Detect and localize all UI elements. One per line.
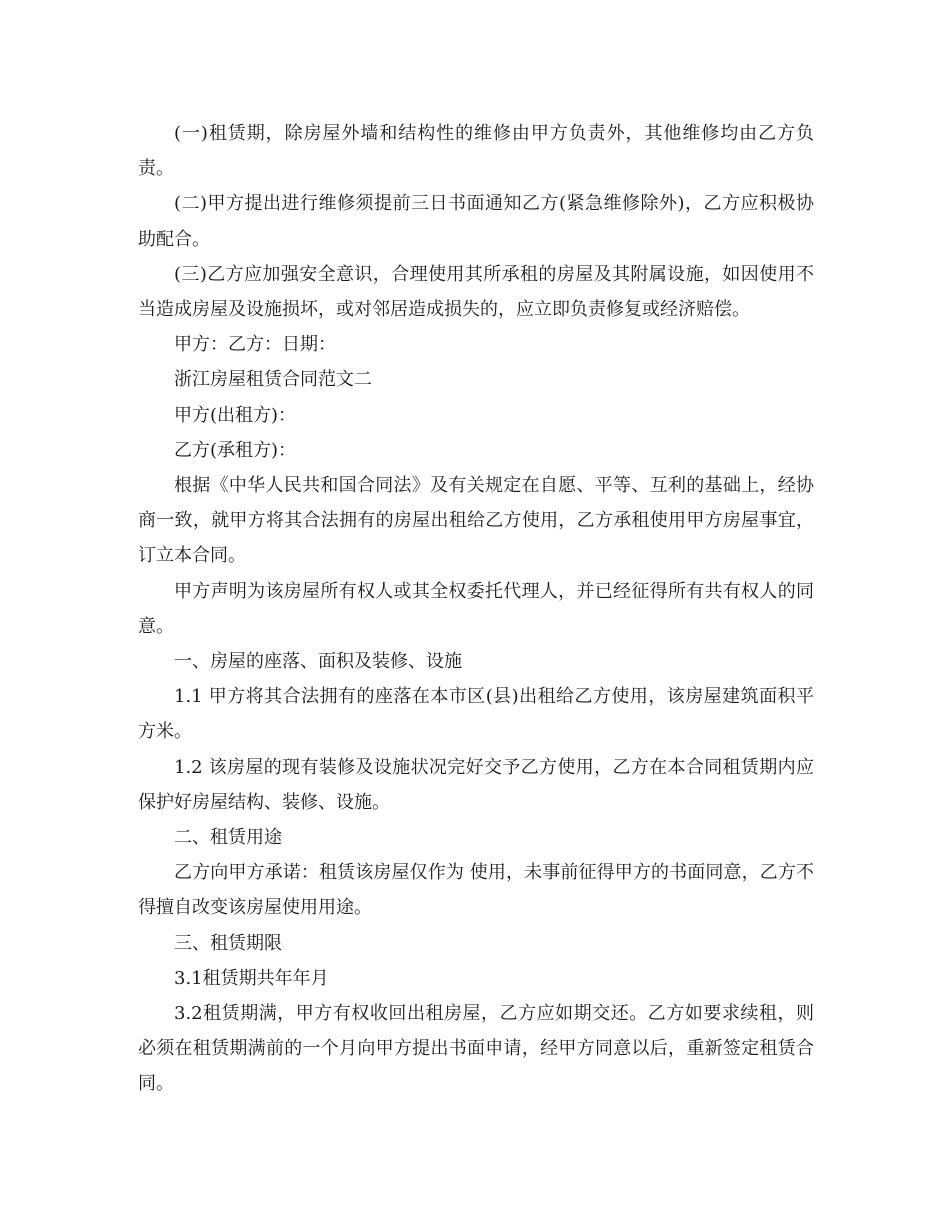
clause-3-1: 3.1租赁期共年年月 (174, 967, 329, 989)
paragraph-purpose-commitment: 乙方向甲方承诺：租赁该房屋仅作为 使用，未事前征得甲方的书面同意，乙方不得擅自改变该房屋使用用途。 (138, 862, 814, 919)
heading-location-area: 一、房屋的座落、面积及装修、设施 (174, 651, 462, 673)
paragraph-repair-responsibility: (一)租赁期，除房屋外墙和结构性的维修由甲方负责外，其他维修均由乙方负责。 (138, 123, 814, 180)
paragraph-party-b: 乙方(承租方)： (174, 439, 297, 461)
clause-1-2: 1.2 该房屋的现有装修及设施状况完好交予乙方使用，乙方在本合同租赁期内应保护好房屋结构、装修、设施。 (138, 756, 814, 813)
paragraph-legal-basis: 根据《中华人民共和国合同法》及有关规定在自愿、平等、互利的基础上，经协商一致，就甲方将其合法拥有的房屋出租给乙方使用，乙方承租使用甲方房屋事宜，订立本合同。 (138, 475, 814, 567)
paragraph-party-a: 甲方(出租方)： (174, 404, 297, 426)
paragraph-safety: (三)乙方应加强安全意识，合理使用其所承租的房屋及其附属设施，如因使用不当造成房屋及设施损坏，或对邻居造成损失的，应立即负责修复或经济赔偿。 (138, 263, 814, 321)
clause-3-2: 3.2租赁期满，甲方有权收回出租房屋，乙方应如期交还。乙方如要求续租，则必须在租赁期满前的一个月向甲方提出书面申请，经甲方同意以后，重新签定租赁合同。 (138, 1003, 814, 1095)
document-body (138, 116, 814, 1102)
paragraph-ownership-statement: 甲方声明为该房屋所有权人或其全权委托代理人，并已经征得所有共有权人的同意。 (138, 580, 814, 637)
paragraph-signatures: 甲方：乙方：日期： (174, 334, 336, 356)
heading-lease-purpose: 二、租赁用途 (174, 827, 282, 849)
section-title-contract-two: 浙江房屋租赁合同范文二 (174, 369, 372, 391)
clause-1-1: 1.1 甲方将其合法拥有的座落在本市区(县)出租给乙方使用，该房屋建筑面积平方米。 (138, 686, 814, 743)
heading-lease-term: 三、租赁期限 (174, 932, 282, 954)
paragraph-repair-notice: (二)甲方提出进行维修须提前三日书面通知乙方(紧急维修除外)，乙方应积极协助配合。 (138, 193, 814, 250)
